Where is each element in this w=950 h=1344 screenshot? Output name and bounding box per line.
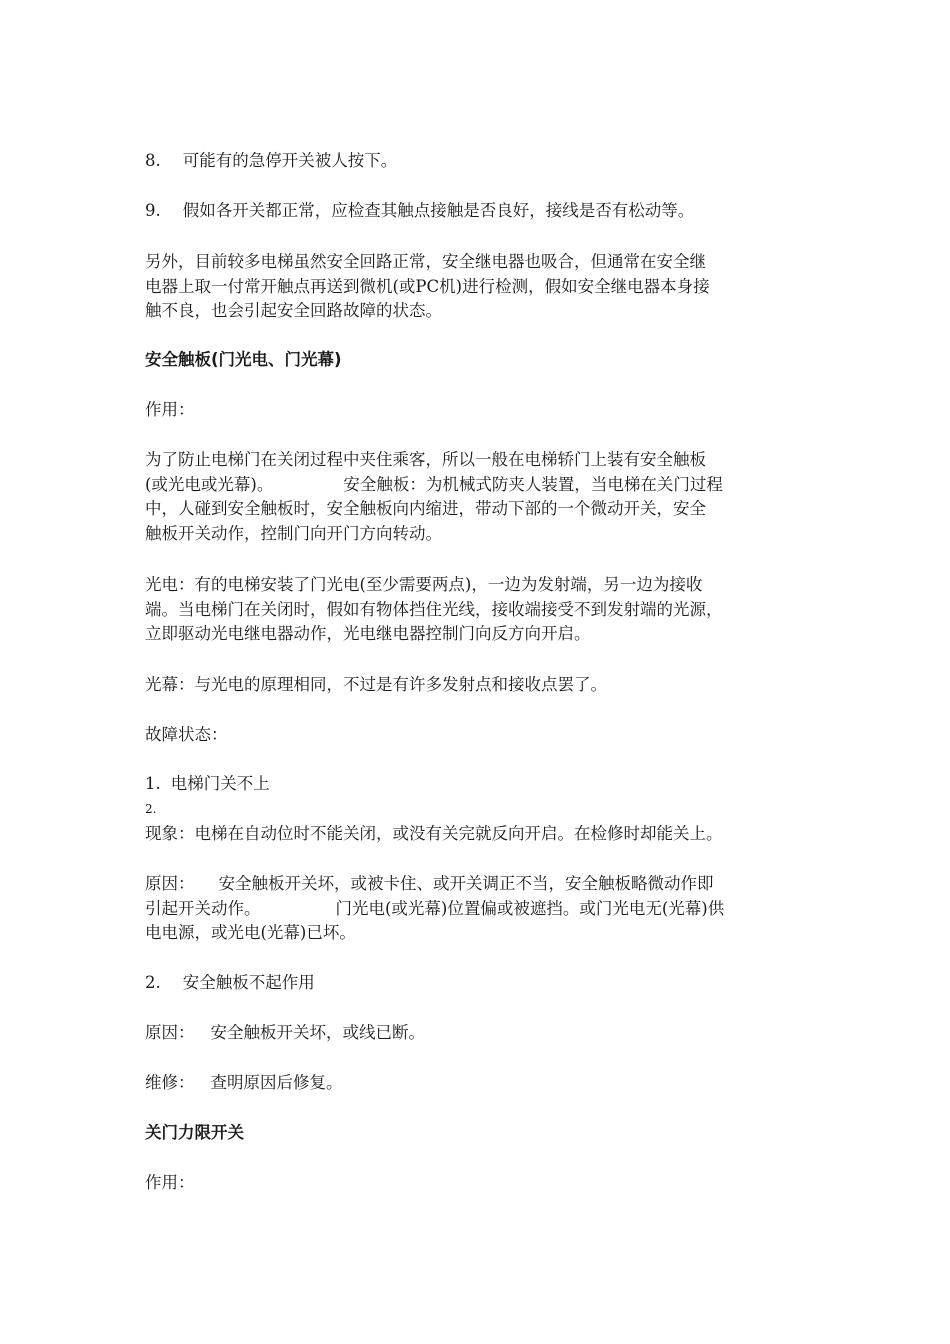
list-text: 电梯门关不上: [170, 774, 270, 793]
list-number: 8.: [145, 151, 161, 170]
fault-item-1: [145, 772, 270, 796]
curtain-paragraph: 光幕：与光电的原理相同，不过是有许多发射点和接收点罢了。: [145, 675, 607, 694]
fault-label: 故障状态：: [145, 725, 228, 744]
list-number: 9.: [145, 201, 161, 220]
phenomenon-text: 现象：电梯在自动位时不能关闭，或没有关完就反向开启。在检修时却能关上。: [145, 824, 723, 843]
repair-line: [145, 1071, 343, 1095]
function-label: 作用：: [145, 400, 195, 419]
paragraph-line: 电电源，或光电(光幕)已坏。: [145, 923, 356, 942]
paragraph-line: (或光电或光幕)。 安全触板：为机械式防夹人装置，当电梯在关门过程: [145, 474, 723, 494]
function-label: 作用：: [145, 1173, 195, 1192]
section-heading: 关门力限开关: [145, 1123, 244, 1142]
fault-sub-number: 2.: [145, 802, 157, 816]
list-item-8: [145, 149, 397, 173]
cause-2: [145, 1021, 425, 1045]
list-text: 假如各开关都正常，应检查其触点接触是否良好，接线是否有松动等。: [182, 201, 695, 220]
cause-text: 安全触板开关坏，或线已断。: [210, 1023, 425, 1042]
paragraph-line: 立即驱动光电继电器动作，光电继电器控制门向反方向开启。: [145, 624, 591, 643]
paragraph-line: 为了防止电梯门在关闭过程中夹住乘客，所以一般在电梯轿门上装有安全触板: [145, 450, 706, 469]
paragraph-line: 触板开关动作，控制门向开门方向转动。: [145, 523, 442, 543]
list-number: 2.: [145, 973, 161, 992]
repair-text: 查明原因后修复。: [210, 1073, 343, 1092]
cause-paragraph: [145, 872, 810, 946]
list-text: 可能有的急停开关被人按下。: [182, 151, 398, 170]
list-text: 安全触板不起作用: [182, 973, 315, 992]
paragraph-line: 端。当电梯门在关闭时，假如有物体挡住光线，接收端接受不到发射端的光源，: [145, 599, 723, 619]
paragraph-line: 另外，目前较多电梯虽然安全回路正常，安全继电器也吸合，但通常在安全继: [145, 252, 706, 271]
paragraph-line: 原因： 安全触板开关坏，或被卡住、或开关调正不当，安全触板略微动作即: [145, 874, 714, 893]
note-paragraph: [145, 250, 810, 324]
fault-item-2: [145, 971, 315, 995]
intro-paragraph: [145, 448, 810, 546]
paragraph-line: 光电：有的电梯安装了门光电(至少需要两点)，一边为发射端，另一边为接收: [145, 575, 703, 594]
cause-label: 原因：: [145, 1023, 195, 1042]
photo-paragraph: [145, 573, 810, 647]
section-heading: 安全触板(门光电、门光幕): [145, 350, 342, 369]
paragraph-line: 中，人碰到安全触板时，安全触板向内缩进，带动下部的一个微动开关，安全: [145, 499, 706, 518]
paragraph-line: 触不良，也会引起安全回路故障的状态。: [145, 301, 442, 320]
repair-label: 维修：: [145, 1073, 195, 1092]
list-number: 1.: [145, 774, 161, 793]
list-item-9: [145, 199, 694, 223]
paragraph-line: 引起开关动作。 门光电(或光幕)位置偏或被遮挡。或门光电无(光幕)供: [145, 898, 725, 918]
paragraph-line: 电器上取一付常开触点再送到微机(或PC机)进行检测，假如安全继电器本身接: [145, 276, 710, 296]
